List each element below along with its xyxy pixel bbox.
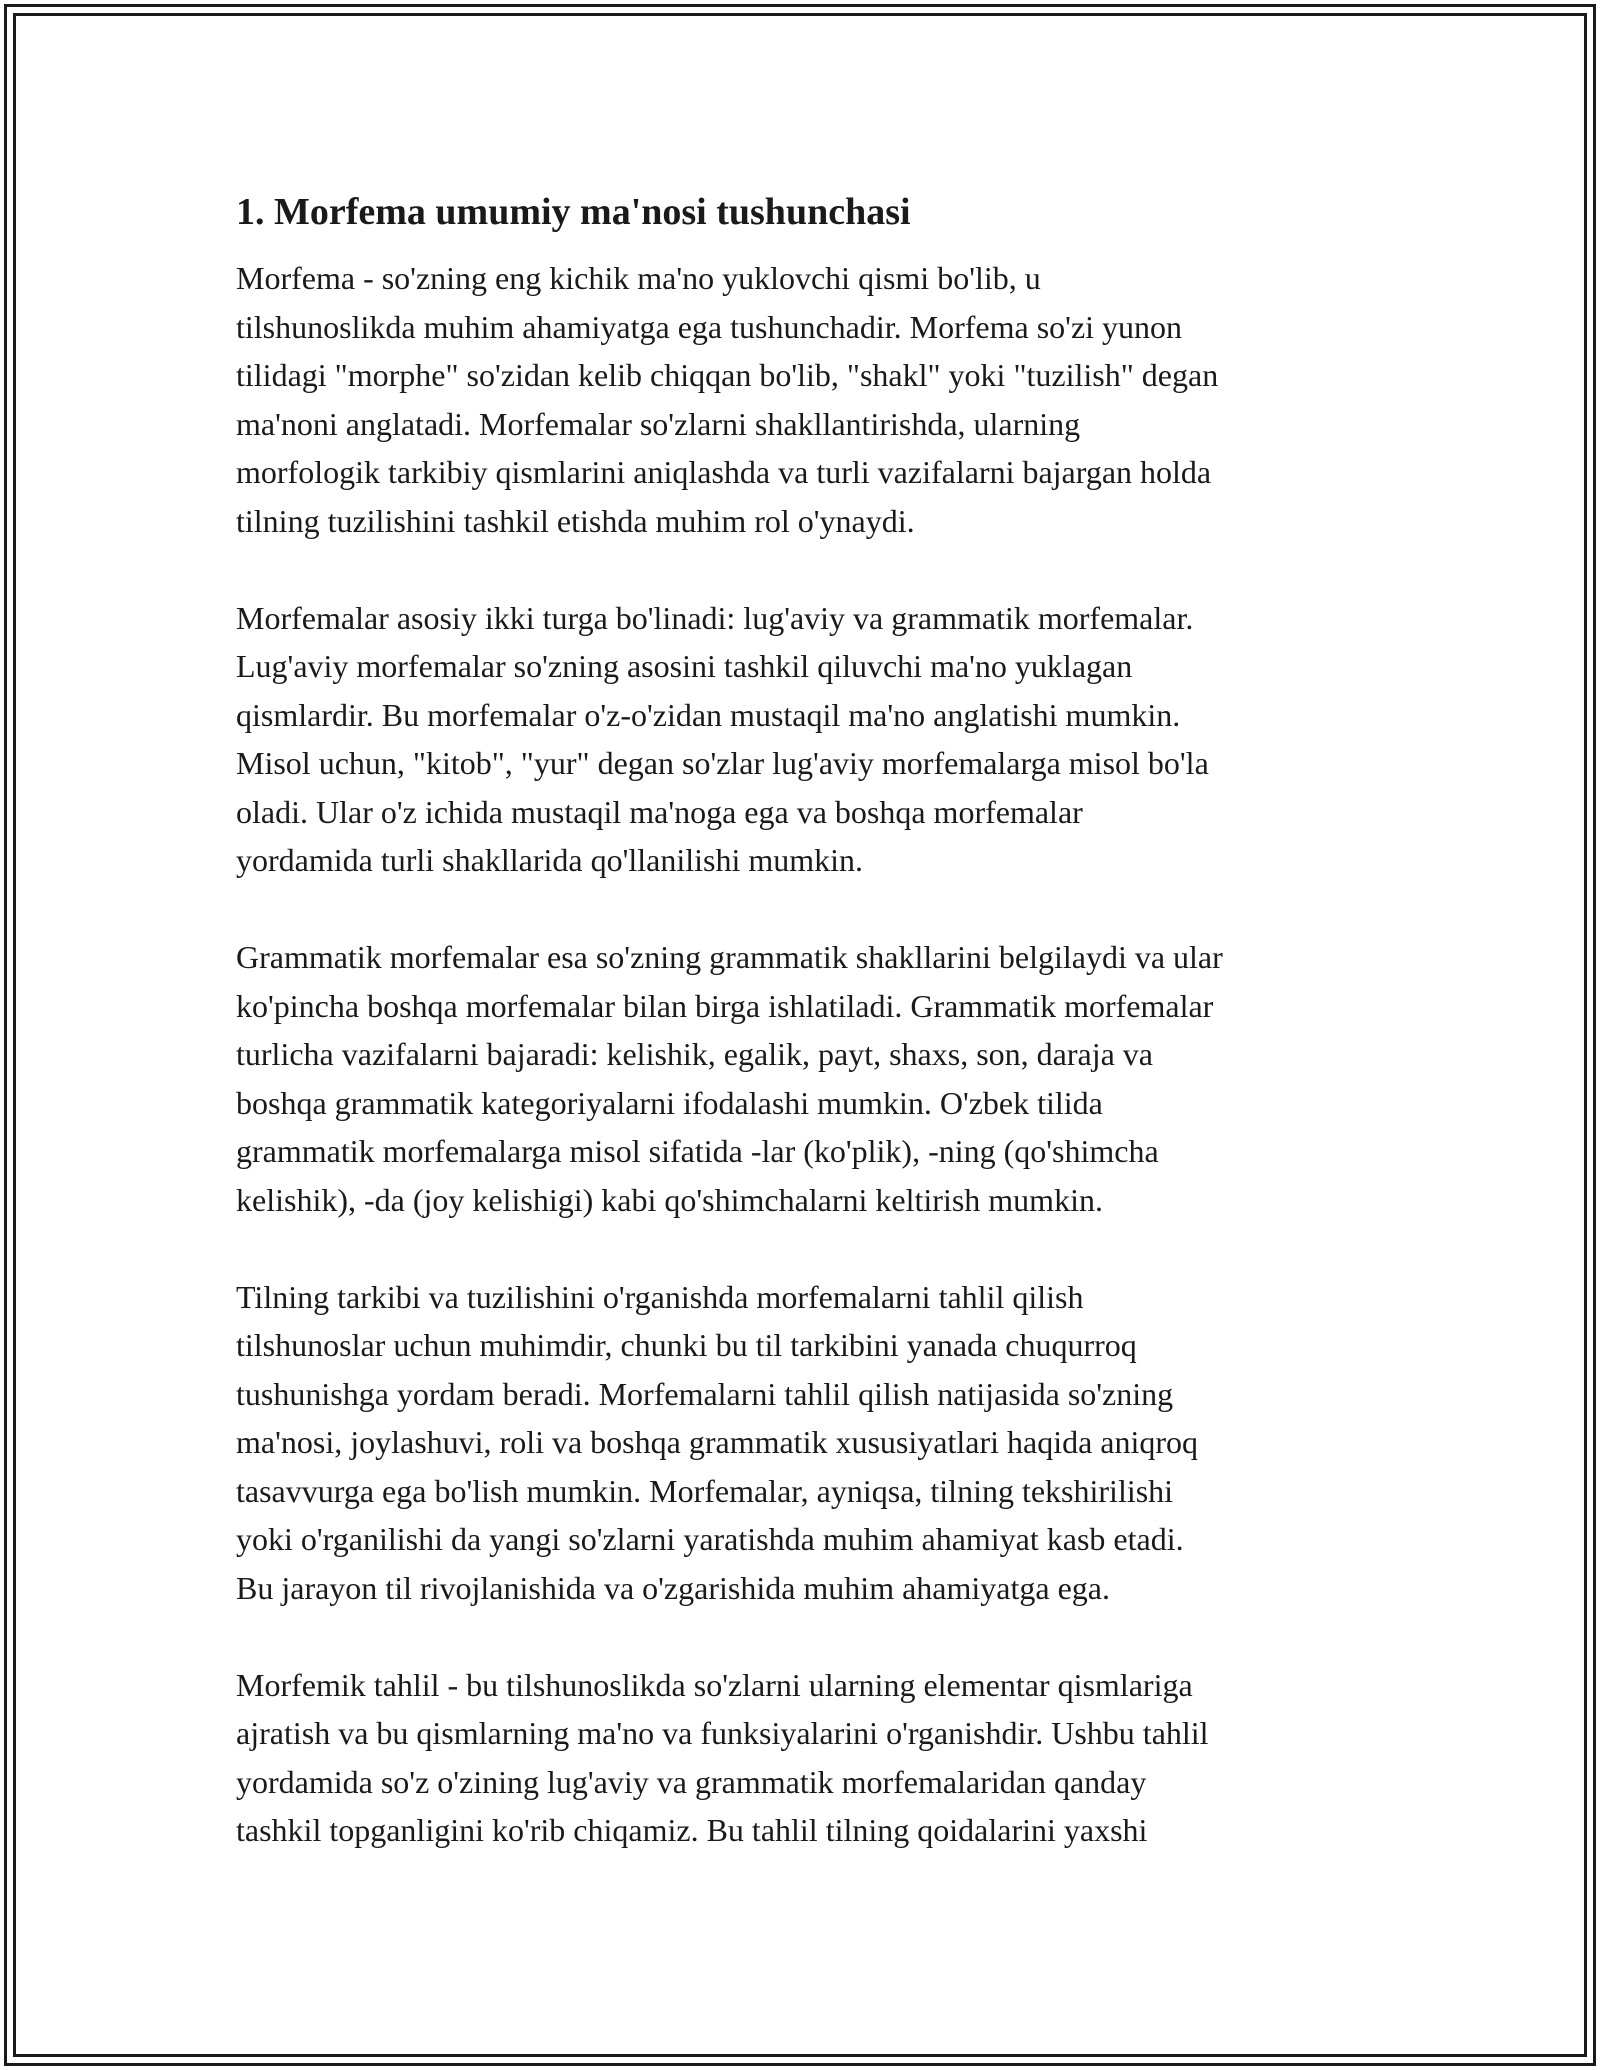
text-line: boshqa grammatik kategoriyalarni ifodalashi mumkin. O'zbek tilida — [236, 1084, 1103, 1121]
text-line: Lug'aviy morfemalar so'zning asosini tashkil qiluvchi ma'no yuklagan — [236, 648, 1133, 684]
paragraph-5 — [236, 1661, 1381, 1855]
text-line: tilning tuzilishini tashkil etishda muhim rol o'ynaydi. — [236, 502, 915, 539]
text-line: yordamida turli shakllarida qo'llanilishi mumkin. — [236, 842, 863, 878]
text-line: Grammatik morfemalar esa so'zning grammatik shakllarini belgilaydi va ular — [236, 939, 1223, 975]
text-line: turlicha vazifalarni bajaradi: kelishik, egalik, payt, shaxs, son, daraja va — [236, 1036, 1153, 1072]
text-line: ajratish va bu qismlarning ma'no va funksiyalarini o'rganishdir. Ushbu tahlil — [236, 1715, 1209, 1751]
text-line: Morfemik tahlil - bu tilshunoslikda so'zlarni ularning elementar qismlariga — [236, 1666, 1193, 1703]
section-heading: 1. Morfema umumiy ma'nosi tushunchasi — [236, 191, 911, 233]
text-line: grammatik morfemalarga misol sifatida -lar (ko'plik), -ning (qo'shimcha — [236, 1133, 1159, 1169]
paragraph-2 — [236, 594, 1381, 885]
text-line: tushunishga yordam beradi. Morfemalarni tahlil qilish natijasida so'zning — [236, 1375, 1174, 1412]
text-line: oladi. Ular o'z ichida mustaqil ma'noga ega va boshqa morfemalar — [236, 793, 1083, 830]
text-line: ko'pincha boshqa morfemalar bilan birga ishlatiladi. Grammatik morfemalar — [236, 987, 1214, 1024]
text-line: tasavvurga ega bo'lish mumkin. Morfemalar, ayniqsa, tilning tekshirilishi — [236, 1472, 1174, 1509]
paragraph-4 — [236, 1273, 1381, 1613]
text-line: tilidagi "morphe" so'zidan kelib chiqqan bo'lib, "shakl" yoki "tuzilish" degan — [236, 357, 1219, 393]
document-body — [236, 188, 1381, 1855]
text-line: Bu jarayon til rivojlanishida va o'zgarishida muhim ahamiyatga ega. — [236, 1569, 1110, 1606]
text-line: qismlardir. Bu morfemalar o'z-o'zidan mustaqil ma'no anglatishi mumkin. — [236, 696, 1181, 733]
text-line: tilshunoslar uchun muhimdir, chunki bu til tarkibini yanada chuqurroq — [236, 1327, 1137, 1363]
text-line: Morfemalar asosiy ikki turga bo'linadi: lug'aviy va grammatik morfemalar. — [236, 599, 1194, 636]
text-line: morfologik tarkibiy qismlarini aniqlashda va turli vazifalarni bajargan holda — [236, 454, 1212, 490]
text-line: tashkil topganligini ko'rib chiqamiz. Bu tahlil tilning qoidalarini yaxshi — [236, 1812, 1148, 1848]
text-line: tilshunoslikda muhim ahamiyatga ega tushunchadir. Morfema so'zi yunon — [236, 308, 1183, 345]
text-line: Tilning tarkibi va tuzilishini o'rganishda morfemalarni tahlil qilish — [236, 1278, 1084, 1315]
text-line: Morfema - so'zning eng kichik ma'no yuklovchi qismi bo'lib, u — [236, 260, 1041, 296]
text-line: yoki o'rganilishi da yangi so'zlarni yaratishda muhim ahamiyat kasb etadi. — [236, 1521, 1184, 1557]
paragraph-3 — [236, 933, 1381, 1224]
text-line: Misol uchun, "kitob", "yur" degan so'zlar lug'aviy morfemalarga misol bo'la — [236, 745, 1209, 781]
paragraph-1 — [236, 254, 1381, 545]
text-line: kelishik), -da (joy kelishigi) kabi qo'shimchalarni keltirish mumkin. — [236, 1181, 1103, 1218]
text-line: ma'nosi, joylashuvi, roli va boshqa grammatik xususiyatlari haqida aniqroq — [236, 1424, 1199, 1460]
text-line: ma'noni anglatadi. Morfemalar so'zlarni shakllantirishda, ularning — [236, 405, 1081, 442]
text-line: yordamida so'z o'zining lug'aviy va grammatik morfemalaridan qanday — [236, 1763, 1147, 1800]
